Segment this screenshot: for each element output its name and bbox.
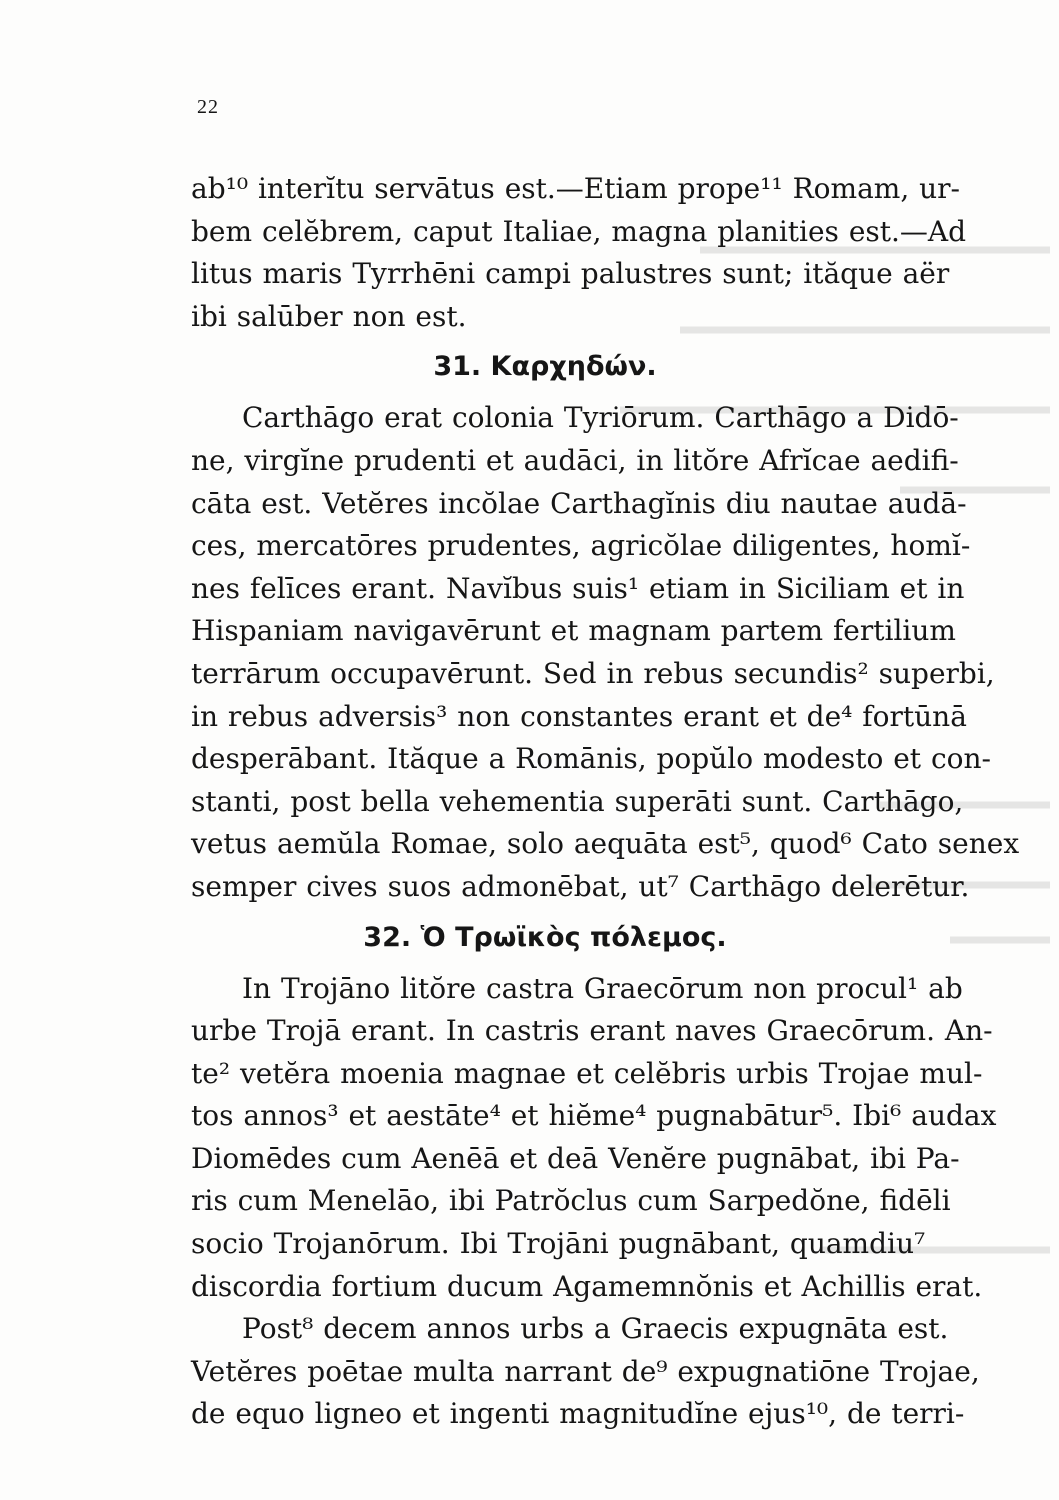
text-line: Post⁸ decem annos urbs a Graecis expugnāta est. [242,1312,949,1346]
page-body [191,168,1059,1436]
text-line: desperābant. Ităque a Romānis, popŭlo modesto et con- [191,742,991,776]
text-line: Hispaniam navigavērunt et magnam partem fertilium [191,614,956,648]
text-line: in rebus adversis³ non constantes erant et de⁴ fortūnā [191,699,967,733]
text-line: semper cives suos admonēbat, ut⁷ Carthāgo delerētur. [191,869,970,903]
section-heading: 32. Ὁ Τρωϊκὸς πόλεμος. [363,921,727,953]
text-line: Carthāgo erat colonia Tyriōrum. Carthāgo a Didō- [242,401,959,435]
text-line: Vetĕres poētae multa narrant de⁹ expugnatiōne Trojae, [191,1354,980,1388]
text-line: bem celĕbrem, caput Italiae, magna planities est.—Ad [191,214,967,248]
text-line: litus maris Tyrrhēni campi palustres sunt; ităque aër [191,257,950,291]
text-line: In Trojāno litŏre castra Graecōrum non procul¹ ab [242,971,963,1005]
text-line: ne, virgĭne prudenti et audāci, in litŏre Afrĭcae aedifi- [191,443,959,477]
text-line: ces, mercatōres prudentes, agricŏlae diligentes, homĭ- [191,529,971,563]
text-line: discordia fortium ducum Agamemnŏnis et Achillis erat. [191,1269,983,1303]
text-line: nes felīces erant. Navĭbus suis¹ etiam in Siciliam et in [191,571,965,605]
text-line: tos annos³ et aestāte⁴ et hiĕme⁴ pugnabātur⁵. Ibi⁶ audax [191,1099,997,1133]
text-line: stanti, post bella vehementia superāti sunt. Carthāgo, [191,784,964,818]
text-line: ibi salūber non est. [191,299,467,333]
text-line: Diomēdes cum Aenēā et deā Venĕre pugnābat, ibi Pa- [191,1141,960,1175]
page-number: 22 [197,96,219,118]
text-line: ab¹⁰ interĭtu servātus est.—Etiam prope¹¹ Romam, ur- [191,172,960,205]
text-line: de equo ligneo et ingenti magnitudĭne ejus¹⁰, de terri- [191,1397,965,1431]
section-heading: 31. Καρχηδών. [433,351,657,383]
text-line: ris cum Menelāo, ibi Patrŏclus cum Sarpedŏne, fidēli [191,1184,951,1218]
text-line: cāta est. Vetĕres incŏlae Carthagĭnis diu nautae audā- [191,486,967,520]
text-line: socio Trojanōrum. Ibi Trojāni pugnābant, quamdiu⁷ [191,1227,926,1261]
text-line: urbe Trojā erant. In castris erant naves Graecōrum. An- [191,1014,993,1048]
text-line: vetus aemŭla Romae, solo aequāta est⁵, quod⁶ Cato senex [191,827,1020,861]
text-line: terrārum occupavērunt. Sed in rebus secundis² superbi, [191,656,995,690]
text-line: te² vetĕra moenia magnae et celĕbris urbis Trojae mul- [191,1056,983,1090]
